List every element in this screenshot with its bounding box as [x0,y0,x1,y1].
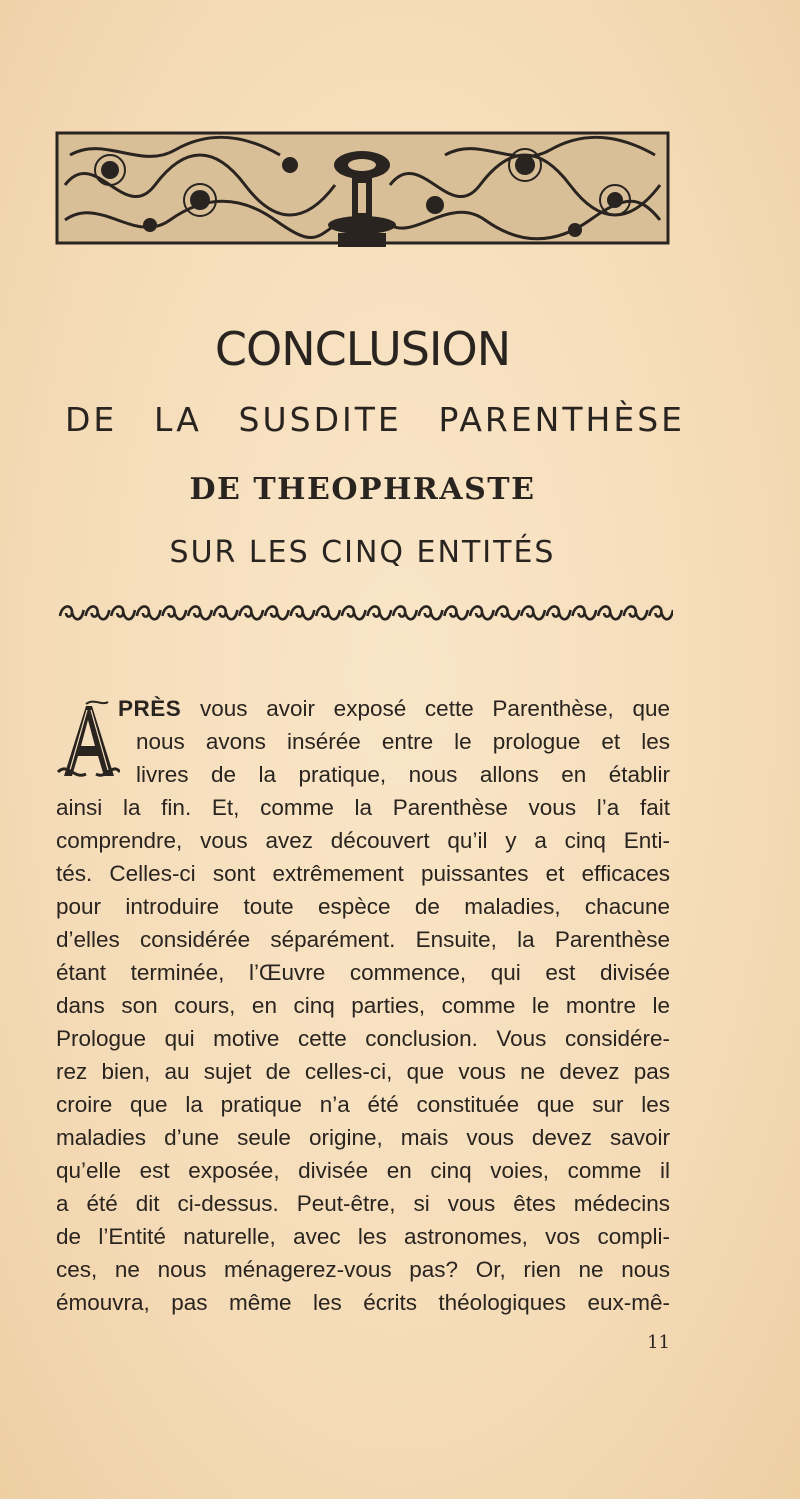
divider-scroll-unit [521,606,545,619]
scroll-divider-ornament [58,598,673,628]
chapter-subtitle-line-3: SUR LES CINQ ENTITÉS [169,535,556,570]
body-line: ainsi la fin. Et, comme la Parenthèse vous l’a fait [56,795,670,820]
divider-scroll-unit [624,606,648,619]
body-line: ces, ne nous ménagerez-vous pas? Or, rien ne nous [56,1257,670,1282]
divider-scroll-unit [368,606,392,619]
body-line: pour introduire toute espèce de maladies, chacune [56,894,670,919]
chapter-subtitle-line-2: DE THEOPHRASTE [189,472,536,507]
body-line: comprendre, vous avez découvert qu’il y a cinq Enti- [56,828,670,853]
body-line: de l’Entité naturelle, avec les astronomes, vos compli- [56,1224,670,1249]
body-line: a été dit ci-dessus. Peut-être, si vous êtes médecins [56,1191,670,1216]
divider-scroll-unit [163,606,187,619]
divider-scroll-unit [239,606,263,619]
divider-scroll-unit [470,606,494,619]
page-number: 11 [647,1332,670,1353]
divider-scroll-unit [86,606,110,619]
body-line: rez bien, au sujet de celles-ci, que vous ne devez pas [56,1059,670,1084]
divider-scroll-unit [137,606,161,619]
divider-scroll-unit [496,606,520,619]
body-line: maladies d’une seule origine, mais vous devez savoir [56,1125,670,1150]
body-line: tés. Celles-ci sont extrêmement puissantes et efficaces [56,861,670,886]
divider-scroll-unit [214,606,238,619]
divider-scroll-unit [316,606,340,619]
body-line: qu’elle est exposée, divisée en cinq voies, comme il [56,1158,670,1183]
body-line: émouvra, pas même les écrits théologiques eux-mê- [56,1290,670,1315]
divider-scroll-unit [393,606,417,619]
body-line: étant terminée, l’Œuvre commence, qui est divisée [56,960,670,985]
body-line-1 [118,692,670,725]
chapter-subtitle-line-1: DE LA SUSDITE PARENTHÈSE [65,400,685,439]
body-line: nous avons insérée entre le prologue et les [136,729,670,754]
body-line: Prologue qui motive cette conclusion. Vous considére- [56,1026,670,1051]
divider-scroll-unit [60,606,84,619]
body-line: dans son cours, en cinq parties, comme le montre le [56,993,670,1018]
body-line-1-smallcaps: PRÈS [118,696,182,721]
divider-scroll-unit [188,606,212,619]
divider-scroll-unit [342,606,366,619]
body-line-1-rest: vous avoir exposé cette Parenthèse, que [181,696,670,721]
divider-scroll-unit [444,606,468,619]
body-line: livres de la pratique, nous allons en établir [136,762,670,787]
divider-scroll-unit [598,606,622,619]
divider-scroll-unit [649,606,673,619]
floral-headpiece-ornament [55,125,670,255]
body-line: d’elles considérée séparément. Ensuite, la Parenthèse [56,927,670,952]
body-line: croire que la pratique n’a été constituée que sur les [56,1092,670,1117]
divider-scroll-unit [291,606,315,619]
divider-scroll-unit [547,606,571,619]
divider-scroll-unit [419,606,443,619]
divider-scroll-unit [573,606,597,619]
divider-scroll-unit [265,606,289,619]
divider-scroll-unit [111,606,135,619]
dropcap-ornament [56,700,120,780]
chapter-title: CONCLUSION [214,322,511,376]
